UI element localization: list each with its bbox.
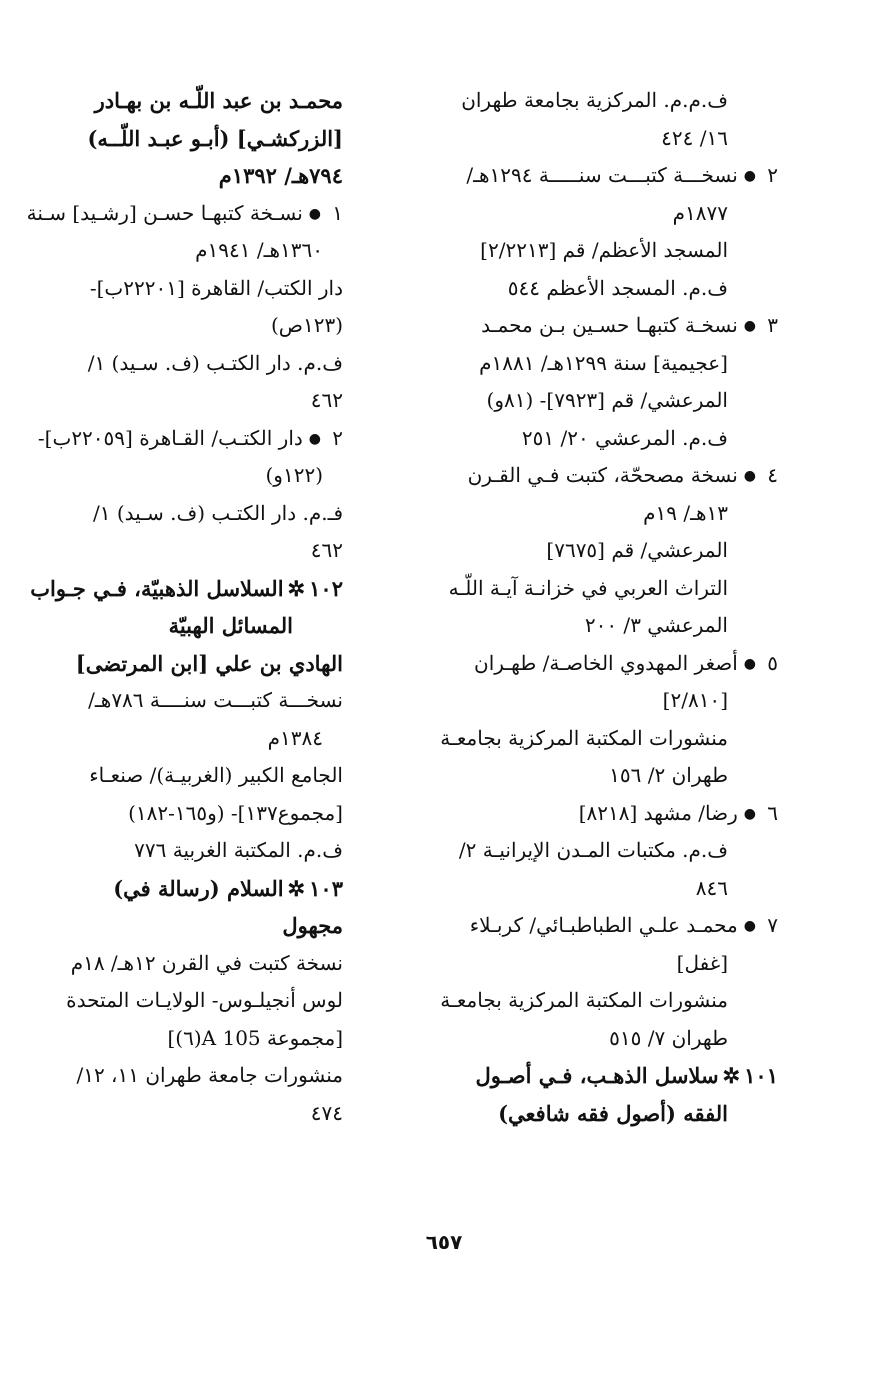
entry-title-continued: الفقه (أصول فقه شافعي) — [498, 1100, 728, 1126]
text-line: الجامع الكبير (الغربيـة)/ صنعـاء — [89, 763, 343, 787]
bullet-icon: ● — [743, 655, 756, 672]
asterisk-icon: ✲ — [287, 875, 306, 901]
record-text: دار الكتـب/ القـاهرة [٢٢٠٥٩ب]- — [37, 425, 303, 450]
text-line: ٨٤٦ — [695, 875, 728, 900]
asterisk-icon: ✲ — [287, 575, 306, 601]
record-line — [443, 157, 778, 195]
right-column — [440, 82, 778, 1132]
text-line: (١٢٣ص) — [270, 313, 343, 337]
entry-number: ١٠٣ — [309, 875, 343, 901]
text-line: لوس أنجيلـوس- الولايـات المتحدة — [66, 988, 343, 1012]
text-line: منشورات جامعة طهران ١١، ١٢/ — [76, 1063, 343, 1087]
text-line: ف.م. المسجد الأعظم ٥٤٤ — [507, 275, 728, 300]
text-line: المرعشي/ قم [٧٩٢٣]- (٨١و) — [486, 388, 728, 412]
record-line — [443, 645, 778, 683]
text-line: ١٣٨٤م — [267, 725, 323, 750]
text-line: فـ.م. دار الكتـب (ف. سـيد) ١/ — [93, 500, 343, 525]
record-number: ٣ — [767, 313, 778, 337]
text-line: [غفل] — [676, 950, 728, 975]
record-text: رضا/ مشهد [٨٢١٨] — [578, 800, 738, 825]
text-line: دار الكتب/ القاهرة [٢٢٢٠١ب]- — [89, 275, 343, 300]
text-line: ٤٦٢ — [310, 538, 343, 562]
text-line: نسخـــة كتبـــت سنــــة ٧٨٦هـ/ — [88, 688, 343, 712]
entry-title — [30, 570, 343, 608]
record-text: محمـد علـي الطباطبـائي/ كربـلاء — [469, 913, 738, 937]
text-line: [مجموعة A 105(٦)] — [167, 1025, 343, 1050]
author-line: محمـد بن عبد اللّـه بن بهـادر — [94, 88, 343, 113]
text-line: ف.م.م. المركزية بجامعة طهران — [461, 88, 728, 112]
text-line: ف.م. مكتبات المـدن الإيرانيـة ٢/ — [458, 838, 728, 862]
entry-title — [443, 1057, 778, 1095]
entry-title-text: سلاسل الذهـب، فـي أصـول — [475, 1063, 719, 1088]
text-line: [عجيمية] سنة ١٢٩٩هـ/ ١٨٨١م — [479, 350, 728, 375]
record-text: نسخـــة كتبـــت سنـــــة ١٢٩٤هـ/ — [466, 163, 738, 187]
entry-title-continued: المسائل الهبيّة — [168, 613, 293, 638]
text-line: طهران ٧/ ٥١٥ — [609, 1025, 728, 1050]
text-line: [مجموع١٣٧]- (و١٦٥-١٨٢) — [128, 800, 343, 825]
text-line: ١٣٦٠هـ/ ١٩٤١م — [195, 238, 323, 262]
record-number: ٢ — [767, 163, 778, 187]
text-line: [٢/٨١٠] — [662, 688, 728, 712]
record-text: نسخة مصححّة، كتبت فـي القـرن — [467, 463, 738, 487]
text-line: منشورات المكتبة المركزية بجامعـة — [440, 988, 728, 1012]
text-line: التراث العربي في خزانـة آيـة اللّـه — [448, 575, 728, 600]
record-number: ٦ — [767, 800, 778, 825]
text-line: ف.م. المكتبة الغربية ٧٧٦ — [134, 838, 343, 862]
text-line: منشورات المكتبة المركزية بجامعـة — [440, 725, 728, 750]
entry-number: ١٠١ — [744, 1063, 778, 1088]
entry-title-text: السلام (رسالة في) — [113, 875, 284, 901]
text-line: المرعشي ٣/ ٢٠٠ — [584, 613, 728, 637]
record-line — [443, 795, 778, 833]
text-line: المرعشي/ قم [٧٦٧٥] — [546, 538, 728, 562]
bullet-icon: ● — [308, 430, 321, 447]
record-line — [443, 307, 778, 345]
text-line: ١٣هـ/ ١٩م — [643, 500, 728, 525]
record-number: ١ — [332, 200, 343, 225]
bullet-icon: ● — [743, 468, 756, 484]
bullet-icon: ● — [743, 168, 756, 184]
bullet-icon: ● — [308, 205, 321, 222]
record-number: ٧ — [767, 913, 778, 937]
text-line: ف.م. المرعشي ٢٠/ ٢٥١ — [521, 425, 728, 450]
author-line: الهادي بن علي [ابن المرتضى] — [75, 650, 343, 676]
text-line: ٤٧٤ — [310, 1100, 343, 1125]
bullet-icon: ● — [743, 318, 756, 334]
asterisk-icon: ✲ — [722, 1063, 741, 1088]
record-number: ٥ — [767, 650, 778, 675]
entry-title-text: السلاسل الذهبيّة، فـي جـواب — [30, 575, 284, 601]
text-line: ٤٦٢ — [310, 388, 343, 412]
record-line — [26, 195, 343, 233]
text-line: (١٢٢و) — [265, 463, 323, 487]
bullet-icon: ● — [743, 918, 756, 934]
record-line — [37, 420, 343, 458]
bullet-icon: ● — [743, 805, 756, 822]
text-line: ف.م. دار الكتـب (ف. سـيد) ١/ — [87, 350, 343, 375]
text-line: نسخة كتبت في القرن ١٢هـ/ ١٨م — [70, 950, 343, 975]
record-text: أصغر المهدوي الخاصـة/ طهـران — [474, 650, 738, 675]
record-line — [443, 457, 778, 495]
record-number: ٤ — [767, 463, 778, 487]
record-text: نسـخة كتبهـا حسـن [رشـيد] سـنة — [26, 200, 303, 225]
author-line: ٧٩٤هـ/ ١٣٩٢م — [218, 163, 343, 188]
record-number: ٢ — [332, 425, 343, 450]
author-line: مجهول — [282, 913, 343, 938]
page-number: ٦٥٧ — [425, 1230, 463, 1254]
record-line — [443, 907, 778, 945]
text-line: ١٨٧٧م — [672, 200, 728, 225]
author-line: [الزركشـي] (أبـو عبـد اللّــه) — [87, 125, 343, 151]
entry-title — [53, 870, 343, 908]
record-text: نسخـة كتبهـا حسـين بـن محمـد — [481, 313, 738, 337]
text-line: ١٦/ ٤٢٤ — [661, 125, 728, 150]
entry-number: ١٠٢ — [309, 575, 343, 601]
left-column — [26, 82, 343, 1132]
text-line: المسجد الأعظم/ قم [٢/٢٢١٣] — [480, 238, 728, 262]
text-line: طهران ٢/ ١٥٦ — [609, 763, 728, 787]
